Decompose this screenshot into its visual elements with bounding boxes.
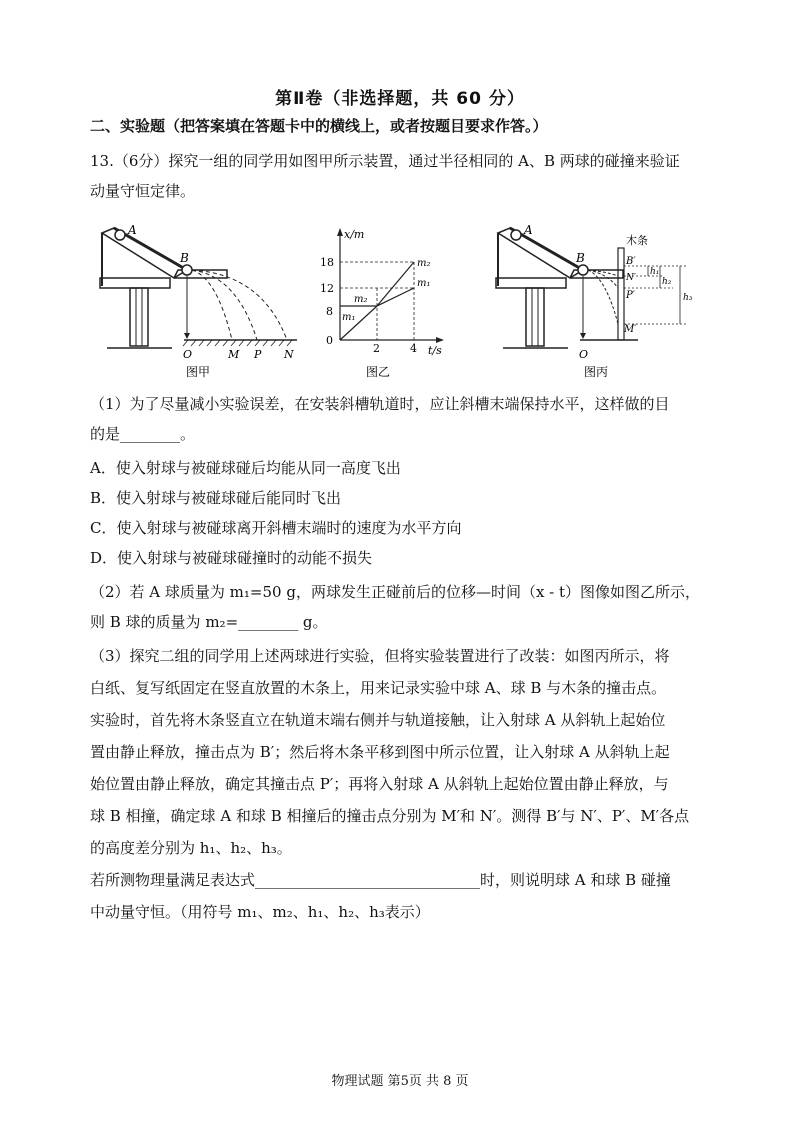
q13-part3-line2: 白纸、复写纸固定在竖直放置的木条上，用来记录实验中球 A、球 B 与木条的撞击点。 (90, 679, 667, 697)
x-tick-2: 2 (373, 342, 380, 355)
x-axis-label: t/s (428, 344, 442, 357)
q13-part3-line3: 实验时，首先将木条竖直立在轨道末端右侧并与轨道接触，让入射球 A 从斜轨上起始位 (90, 711, 666, 729)
label-o: O (183, 348, 193, 361)
q13-part3-line7: 的高度差分别为 h₁、h₂、h₃。 (90, 839, 292, 857)
q13-intro-line2: 动量守恒定律。 (90, 182, 196, 200)
q13-part3-line1: （3）探究二组的同学用上述两球进行实验，但将实验装置进行了改装：如图丙所示，将 (90, 647, 670, 665)
part-heading: 二、实验题（把答案填在答题卡中的横线上，或者按题目要求作答。） (90, 117, 548, 135)
caption-jia: 图甲 (186, 365, 211, 379)
y-axis-label: x/m (344, 228, 365, 241)
option-a: A．使入射球与被碰球碰后均能从同一高度飞出 (90, 459, 401, 477)
section-title: 第Ⅱ卷（非选择题，共 60 分） (275, 89, 525, 109)
caption-yi: 图乙 (366, 365, 391, 379)
label-a: A (524, 223, 533, 237)
figure-bing (488, 218, 710, 380)
q13-part1-line1: （1）为了尽量减小实验误差，在安装斜槽轨道时，应让斜槽末端保持水平，这样做的目 (90, 395, 670, 413)
page-footer: 物理试题 第5页 共 8 页 (331, 1074, 469, 1089)
x-tick-4: 4 (410, 342, 417, 355)
label-o: O (579, 348, 589, 361)
label-p: P (254, 348, 262, 361)
q13-part1-line2: 的是________。 (90, 425, 196, 443)
label-h3: h₃ (683, 293, 693, 303)
q13-part2-line2: 则 B 球的质量为 m₂=________ g。 (90, 613, 328, 631)
label-b: B (180, 251, 189, 265)
q13-part3-line9: 中动量守恒。（用符号 m₁、m₂、h₁、h₂、h₃表示） (90, 903, 430, 921)
line-label-m2-lower: m₂ (354, 294, 368, 305)
label-m-prime: M′ (624, 324, 637, 335)
line-label-m1-lower: m₁ (342, 312, 356, 323)
q13-part2-line1: （2）若 A 球质量为 m₁=50 g，两球发生正碰前后的位移—时间（x - t）图像如图乙所示， (90, 583, 701, 601)
label-b-prime: B′ (626, 256, 636, 267)
label-h2: h₂ (662, 277, 672, 287)
figure-yi (318, 226, 460, 380)
line-label-m1-upper: m₁ (417, 278, 431, 289)
q13-part3-line4: 置由静止释放，撞击点为 B′；然后将木条平移到图中所示位置，让入射球 A 从斜轨上起 (90, 743, 670, 761)
option-d: D．使入射球与被碰球碰撞时的动能不损失 (90, 549, 373, 567)
label-a: A (128, 223, 137, 237)
y-tick-0: 0 (326, 334, 333, 347)
y-tick-8: 8 (326, 305, 333, 318)
option-b: B．使入射球与被碰球碰后能同时飞出 (90, 489, 342, 507)
label-n: N (284, 348, 294, 361)
line-label-m2-upper: m₂ (417, 258, 431, 269)
q13-part3-line6: 球 B 相撞，确定球 A 和球 B 相撞后的撞击点分别为 M′和 N′。测得 B′与 N′、P′、M′各点 (90, 807, 690, 825)
label-n-prime: N′ (626, 273, 636, 283)
q13-part3-line8: 若所测物理量满足表达式______________________________时，则说明球 A 和球 B 碰撞 (90, 871, 671, 889)
caption-bing: 图丙 (584, 365, 609, 379)
label-p-prime: P′ (626, 290, 635, 301)
option-c: C．使入射球与被碰球离开斜槽末端时的速度为水平方向 (90, 519, 462, 537)
y-tick-12: 12 (320, 282, 334, 295)
q13-intro-line1: 13.（6分）探究一组的同学用如图甲所示装置，通过半径相同的 A、B 两球的碰撞来验证 (90, 152, 680, 170)
q13-part3-line5: 始位置由静止释放，确定其撞击点 P′；再将入射球 A 从斜轨上起始位置由静止释放，与 (90, 775, 669, 793)
y-tick-18: 18 (320, 256, 334, 269)
figure-jia (92, 218, 302, 380)
label-wood-strip: 木条 (626, 234, 648, 247)
label-h1: h₁ (650, 267, 660, 277)
label-m: M (228, 348, 240, 361)
label-b: B (576, 251, 585, 265)
